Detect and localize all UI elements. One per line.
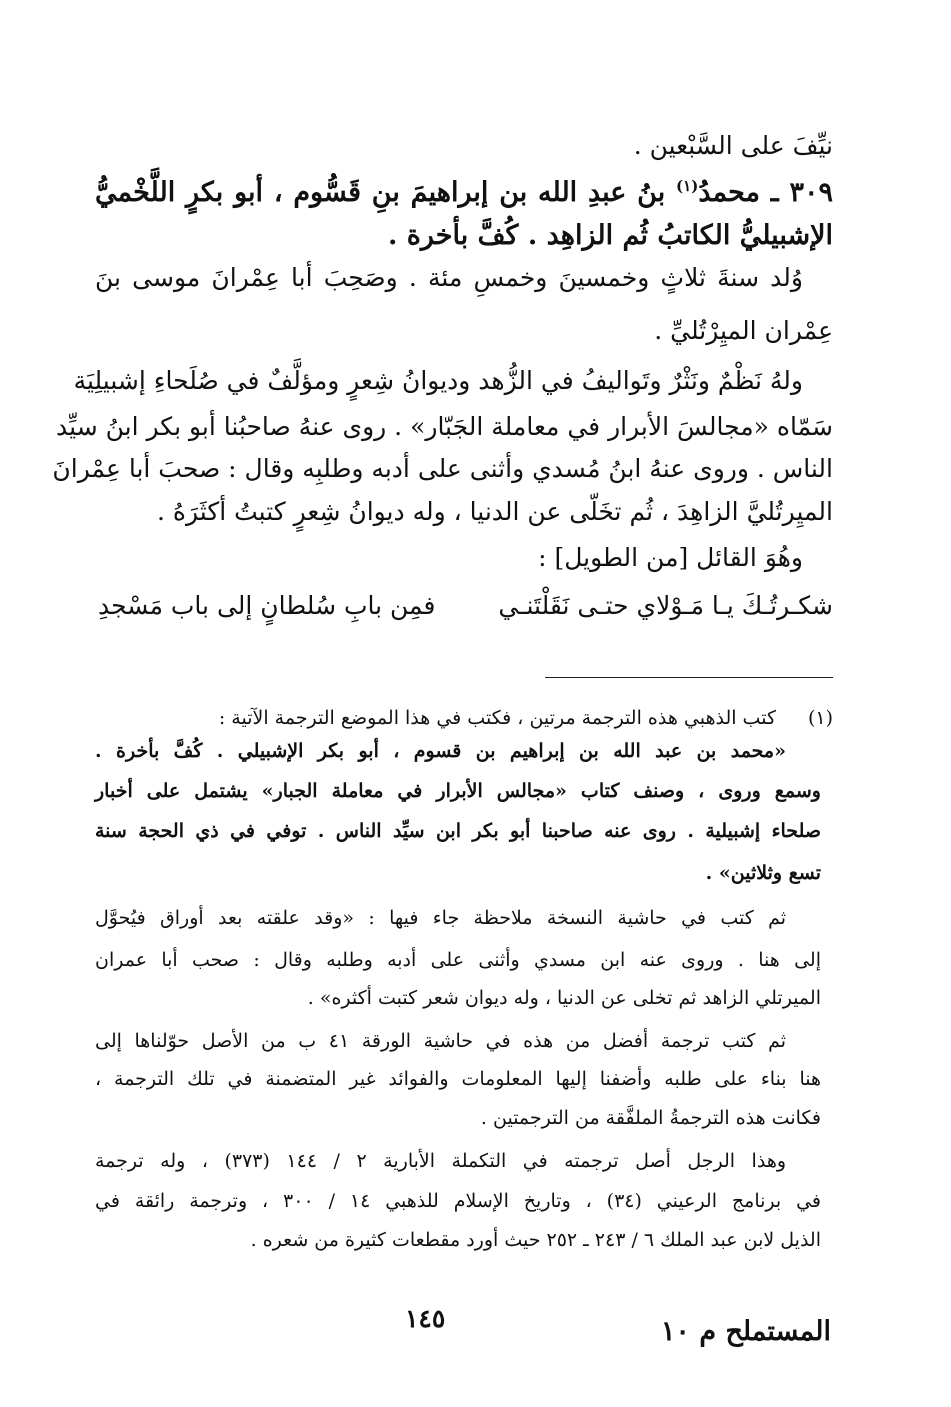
footnote-line-4: صلحاء إشبيلية . روى عنه صاحبنا أبو بكر ابن سيِّد الناس . توفي في ذي الحجة سنة <box>95 820 821 842</box>
footnote-separator <box>545 677 833 678</box>
entry-heading-rest: بنُ عبدِ الله بن إبراهيمَ بنِ قَسُّوم ، أبو بكرٍ اللَّخْميُّ <box>95 177 677 208</box>
footnote-line-1: كتب الذهبي هذه الترجمة مرتين ، فكتب في هذا الموضع الترجمة الآتية : <box>218 707 776 729</box>
body-line-1: نيِّفَ على السَّبْعين . <box>633 131 833 160</box>
footnote-line-13: في برنامج الرعيني (٣٤) ، وتاريخ الإسلام للذهبي ١٤ / ٣٠٠ ، وترجمة رائقة في <box>95 1190 822 1212</box>
body-line-8: الناس . وروى عنهُ ابنُ مُسدي وأثنى على أدبه وطلبِه وقال : صحبَ أبا عِمْرانَ <box>52 454 833 483</box>
footnote-line-9: ثم كتب ترجمة أفضل من هذه في حاشية الورقة ٤١ ب من الأصل حوّلناها إلى <box>95 1030 786 1052</box>
footnote-ref: (١) <box>676 177 699 195</box>
entry-heading <box>95 166 833 213</box>
footnote-number: (١) <box>807 707 833 729</box>
entry-heading-line-2: الإشبيليُّ الكاتبُ ثُم الزاهِد . كُفَّ بأخرة . <box>387 220 833 251</box>
footnote-line-6: ثم كتب في حاشية النسخة ملاحظة جاء فيها : «وقد علقته بعد أوراق فيُحوَّل <box>95 907 786 929</box>
footnote-line-10: هنا بناء على طلبه وأضفنا إليها المعلومات والفوائد غير المتضمنة في تلك الترجمة ، <box>95 1068 821 1090</box>
footnote-line-5: تسع وثلاثين» . <box>705 862 821 884</box>
footnote-line-14: الذيل لابن عبد الملك ٦ / ٢٤٣ ـ ٢٥٢ حيث أورد مقطعات كثيرة من شعره . <box>250 1229 821 1251</box>
footnote-line-2: «محمد بن عبد الله بن إبراهيم بن قسوم ، أبو بكر الإشبيلي . كُفَّ بأخرة . <box>95 740 786 762</box>
footnote-line-8: الميرتلي الزاهد ثم تخلى عن الدنيا ، وله ديوان شعر كتبت أكثره» . <box>307 987 821 1009</box>
page-number: ١٤٥ <box>405 1304 446 1333</box>
printer-signature: المستملح م ١٠ <box>660 1316 831 1347</box>
entry-heading-name: ٣٠٩ ـ محمدُ <box>698 177 833 208</box>
footnote-line-12: وهذا الرجل أصل ترجمته في التكملة الأبارية ٢ / ١٤٤ (٣٧٣) ، وله ترجمة <box>95 1150 787 1172</box>
body-line-4: وُلد سنةَ ثلاثٍ وخمسينَ وخمسِ مئة . وصَحِبَ أبا عِمْرانَ موسى بنَ <box>95 263 803 292</box>
body-line-5: عِمْران الميِرْتُليِّ . <box>654 316 833 345</box>
verse-second-hemistich: فمِن بابِ سُلطانٍ إلى باب مَسْجدِ <box>98 591 436 620</box>
footnote-line-3: وسمع وروى ، وصنف كتاب «مجالس الأبرار في معاملة الجبار» يشتمل على أخبار <box>95 780 821 802</box>
body-line-6: ولهُ نَظْمٌ ونَثْرٌ وتَواليفُ في الزُّهد وديوانُ شِعرٍ ومؤلَّفٌ في صُلَحاءِ إشبيلِيَة <box>73 366 803 395</box>
footnote-line-7: إلى هنا . وروى عنه ابن مسدي وأثنى على أدبه وطلبه وقال : صحب أبا عمران <box>95 949 821 971</box>
verse-first-hemistich: شكـرتُـكَ يـا مَـوْلاي حتـى نَقَلْتَنـي <box>498 591 833 620</box>
body-line-9: الميِرتُليَّ الزاهِدَ ، ثُم تخَلّى عن الدنيا ، وله ديوانُ شِعرٍ كتبتُ أكثَرَهُ . <box>156 497 833 526</box>
footnote-line-11: فكانت هذه الترجمةُ الملفَّقة من الترجمتين . <box>480 1107 821 1129</box>
body-line-10: وهُوَ القائل [من الطويل] : <box>538 543 803 572</box>
body-line-7: سَمّاه «مجالسَ الأبرار في معاملة الجَبّار» . روى عنهُ صاحبُنا أبو بكر ابنُ سيِّد <box>56 412 833 441</box>
